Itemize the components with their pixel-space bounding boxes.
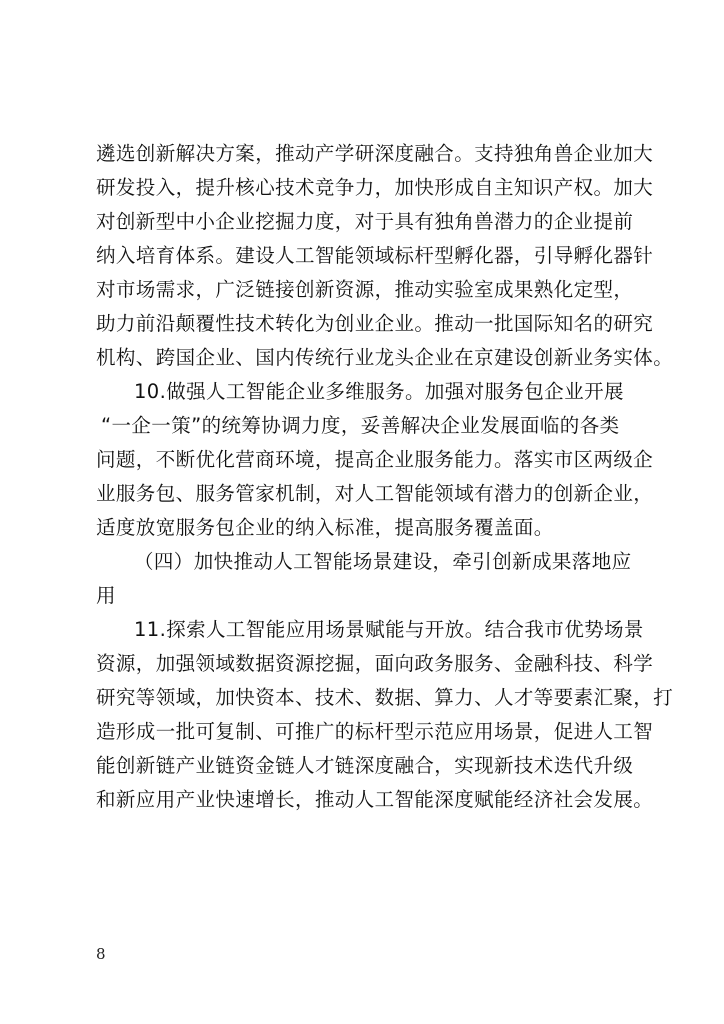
section-4-heading-line-2: 用 [96,584,116,607]
body-line-5: 对市场需求，广泛链接创新资源，推动实验室成果熟化定型， [96,278,634,301]
item-11-heading-line: 11.探索人工智能应用场景赋能与开放。结合我市优势场景 [134,618,644,641]
item-10-heading-line: 10.做强人工智能企业多维服务。加强对服务包企业开展 [134,380,624,403]
item-11-line-4: 造形成一批可复制、可推广的标杆型示范应用场景，促进人工智 [96,720,654,743]
body-line-4: 纳入培育体系。建设人工智能领域标杆型孵化器，引导孵化器针 [96,244,654,267]
body-line-6: 助力前沿颠覆性技术转化为创业企业。推动一批国际知名的研究 [96,312,654,335]
section-4-heading-line-1: （四）加快推动人工智能场景建设，牵引创新成果落地应 [134,550,632,573]
item-10-line-2: “一企一策”的统筹协调力度，妥善解决企业发展面临的各类 [101,414,620,437]
body-line-2: 研发投入，提升核心技术竞争力，加快形成自主知识产权。加大 [96,176,654,199]
item-10-line-4: 业服务包、服务管家机制，对人工智能领域有潜力的创新企业， [96,482,654,505]
body-line-3: 对创新型中小企业挖掘力度，对于具有独角兽潜力的企业提前 [96,210,634,233]
item-11-line-6: 和新应用产业快速增长，推动人工智能深度赋能经济社会发展。 [96,788,654,811]
body-line-1: 遴选创新解决方案，推动产学研深度融合。支持独角兽企业加大 [96,142,654,165]
item-10-line-3: 问题，不断优化营商环境，提高企业服务能力。落实市区两级企 [96,448,654,471]
item-11-line-5: 能创新链产业链资金链人才链深度融合，实现新技术迭代升级 [96,754,634,777]
body-line-7: 机构、跨国企业、国内传统行业龙头企业在京建设创新业务实体。 [96,346,674,369]
item-11-line-2: 资源，加强领域数据资源挖掘，面向政务服务、金融科技、科学 [96,652,654,675]
item-11-line-3: 研究等领域，加快资本、技术、数据、算力、人才等要素汇聚，打 [96,686,674,709]
page-number: 8 [96,945,106,963]
item-10-line-5: 适度放宽服务包企业的纳入标准，提高服务覆盖面。 [96,516,554,539]
